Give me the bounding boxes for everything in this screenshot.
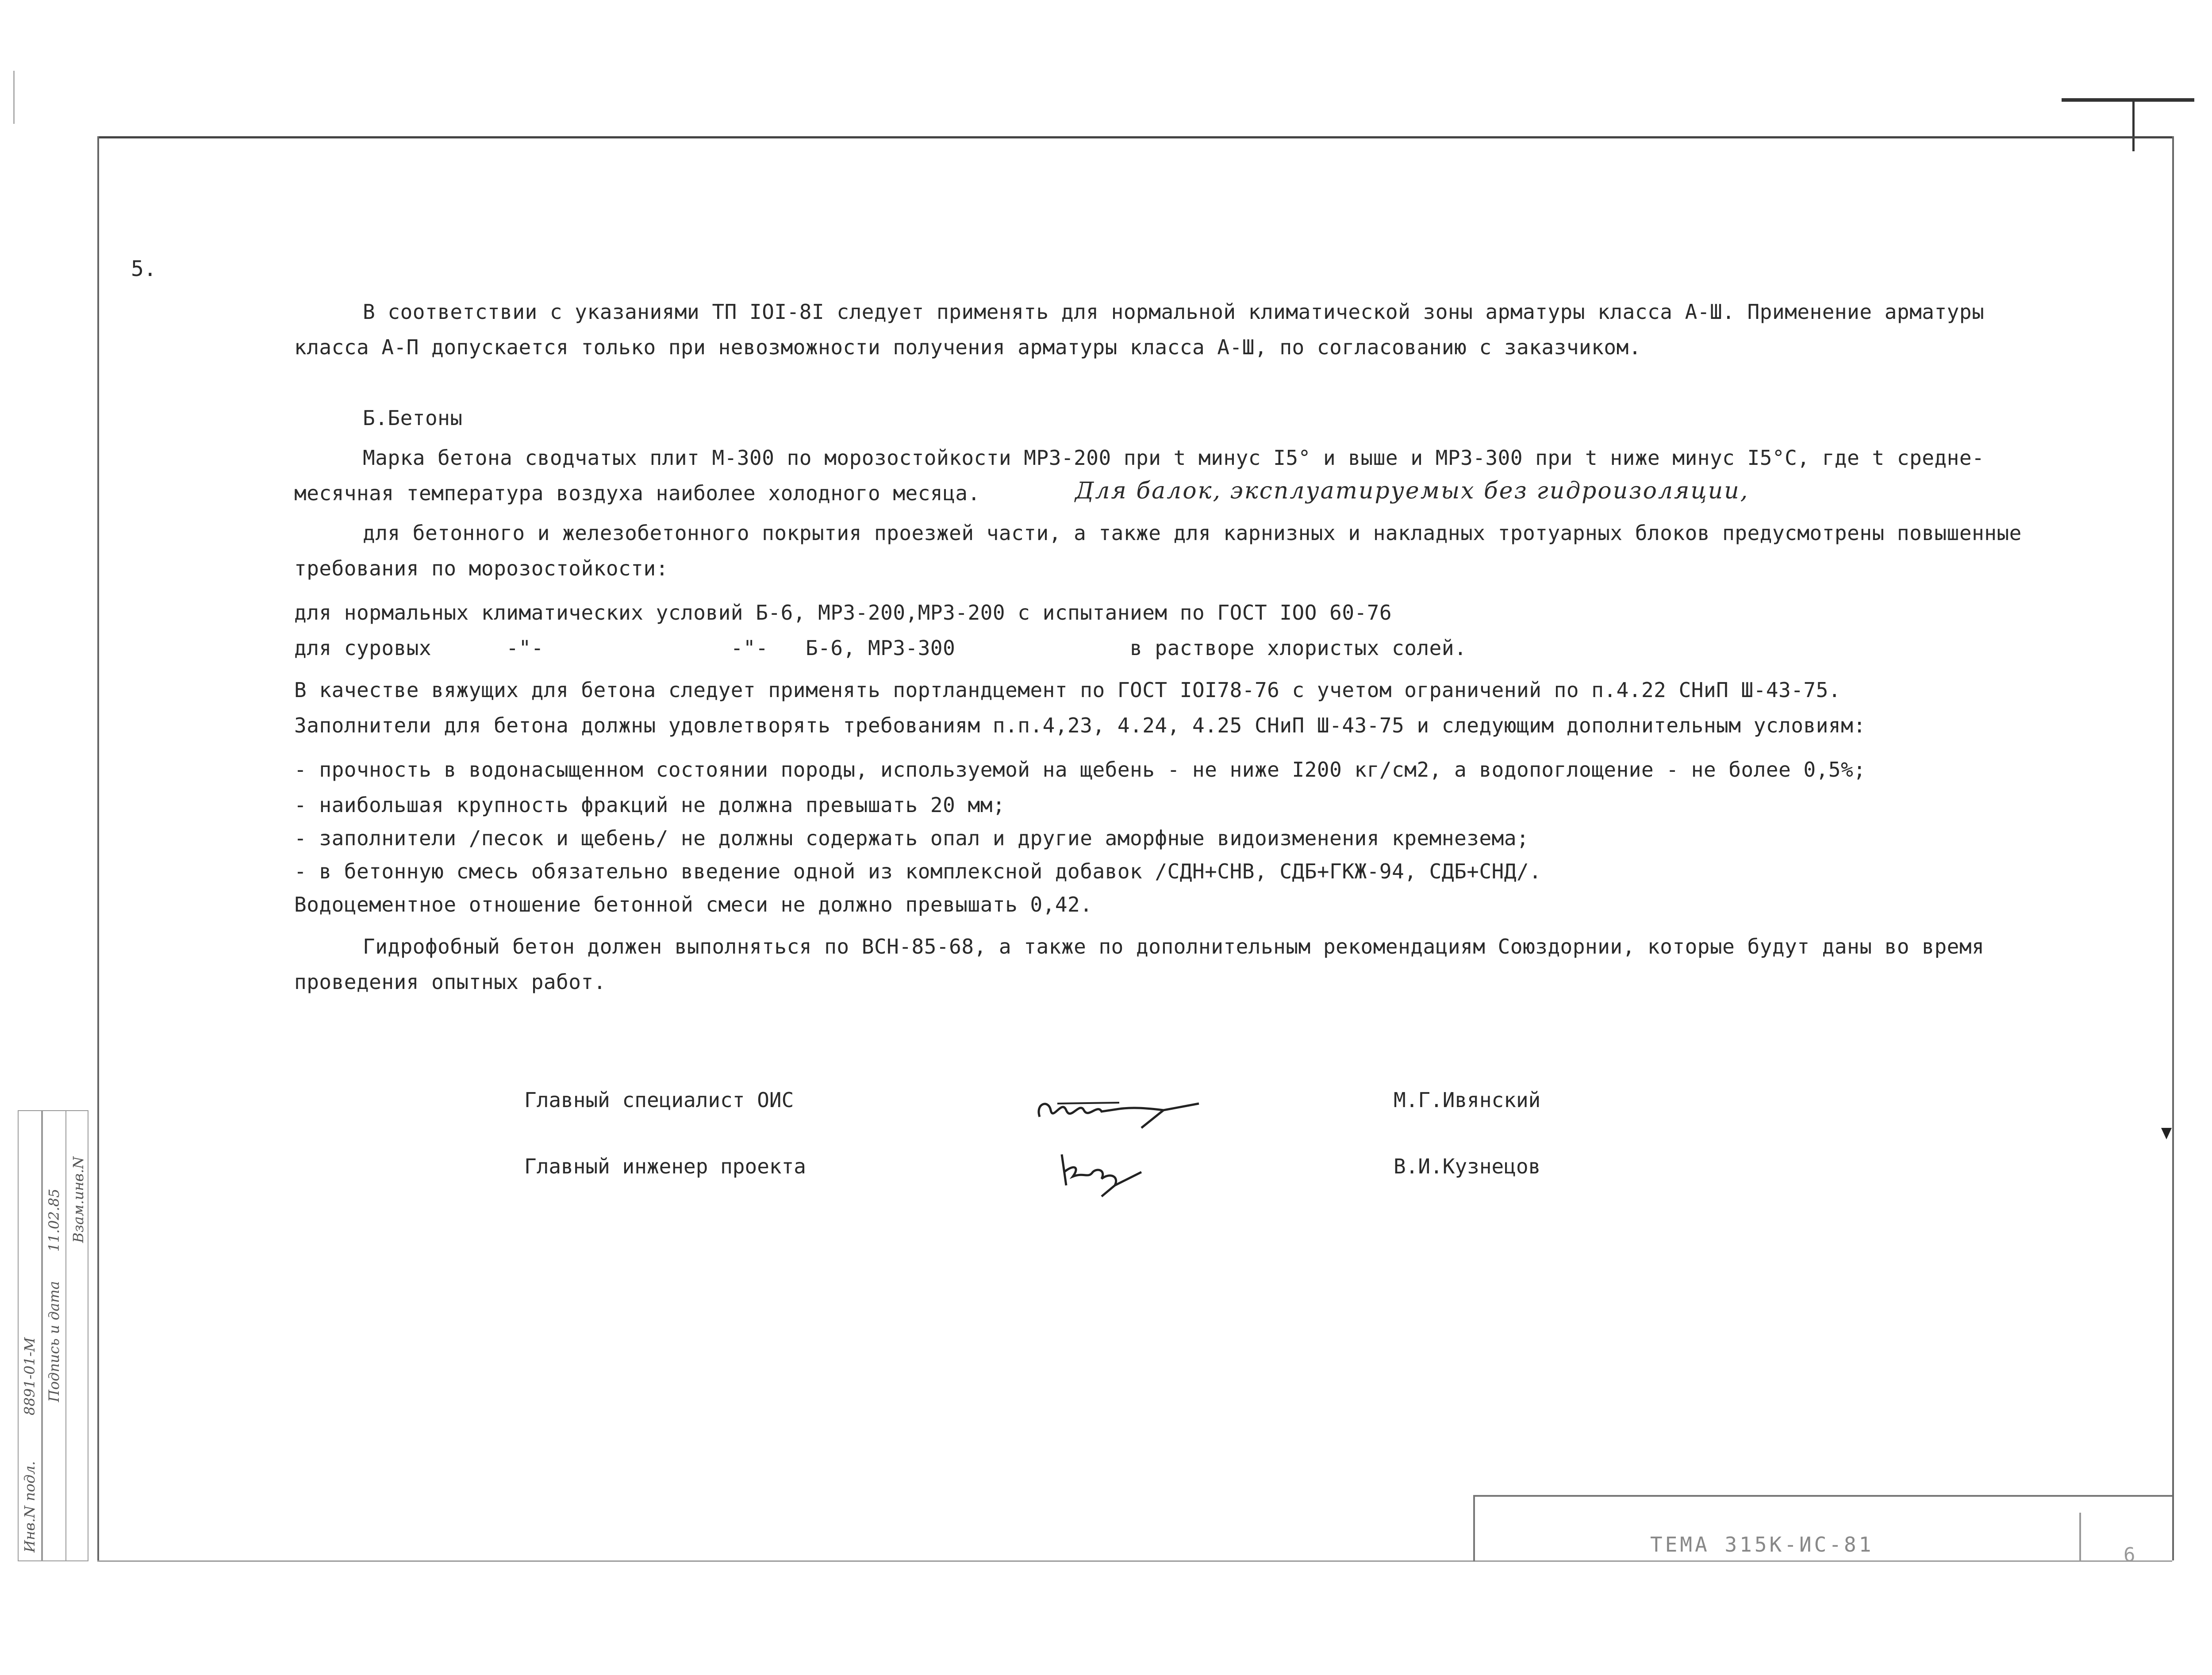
title-block-tema: ТЕМА 315К-ИС-81	[1650, 1533, 1874, 1556]
signature-kuznetsov	[1053, 1146, 1155, 1199]
margin-arrow-icon	[2161, 1128, 2172, 1139]
signatory-role-chief-specialist: Главный специалист ОИС	[524, 1088, 794, 1112]
handwritten-note: Для балок, эксплуатируемых без гидроизоляции,	[1075, 478, 1749, 504]
paragraph-hydrophobic-line1: Гидрофобный бетон должен выполняться по ВСН-85-68, а также по дополнительным рекомендациям Союздорнии, которые будут даны во время	[363, 935, 1985, 958]
requirements-normal-conditions: для нормальных климатических условий Б-6, МРЗ-200,МРЗ-200 с испытанием по ГОСТ IOO 60-76	[294, 601, 1392, 625]
paragraph-reinforcement-line1: В соответствии с указаниями ТП IOI-8I следует применять для нормальной климатической зоны арматуры класса А-Ш. Применение арматуры	[363, 300, 1985, 324]
paragraph-concrete-grade-line2: месячная температура воздуха наиболее холодного месяца.	[294, 481, 980, 505]
corner-mark	[2062, 98, 2194, 102]
stamp-date: 11.02.85	[46, 1188, 62, 1252]
frame-right-border	[2172, 136, 2174, 1560]
stamp-sign-date-label: Подпись и дата	[46, 1281, 62, 1402]
paragraph-reinforcement-line2: класса А-П допускается только при невозможности получения арматуры класса А-Ш, по согласованию с заказчиком.	[294, 335, 1641, 359]
signature-ivyansky	[1031, 1086, 1208, 1135]
condition-item: - в бетонную смесь обязательно введение одной из комплексной добавок /СДН+СНВ, СДБ+ГКЖ-94, СДБ+СНД/.	[294, 859, 1542, 883]
paragraph-concrete-grade-line1: Марка бетона сводчатых плит М-300 по морозостойкости МРЗ-200 при t минус I5° и выше и МРЗ-300 при t ниже минус I5°С, где t средне-	[363, 446, 1985, 470]
stamp-inv-number: 8891-01-М	[21, 1337, 38, 1415]
sheet-number: 6	[2124, 1544, 2135, 1566]
signatory-name-chief-specialist: М.Г.Ивянский	[1394, 1088, 1541, 1112]
margin-mark	[13, 71, 15, 124]
condition-item: - наибольшая крупность фракций не должна превышать 20 мм;	[294, 793, 1006, 817]
stamp-inv-label: Инв.N подл.	[21, 1461, 38, 1552]
stamp-replace-inv-label: Взам.инв.N	[70, 1156, 87, 1243]
paragraph-binders-line2: Заполнители для бетона должны удовлетворять требованиям п.п.4,23, 4.24, 4.25 СНиП Ш-43-75 и следующим дополнительным условиям:	[294, 713, 1866, 737]
frame-left-border	[97, 136, 99, 1560]
paragraph-frost-requirements-line1: для бетонного и железобетонного покрытия проезжей части, а также для карнизных и накладных тротуарных блоков предусмотрены повышенные	[363, 521, 2022, 545]
condition-item: - прочность в водонасыщенном состоянии породы, используемой на щебень - не ниже I200 кг/см2, а водопоглощение - не более 0,5%;	[294, 758, 1866, 782]
page-number: 5.	[131, 257, 157, 281]
paragraph-frost-requirements-line2: требования по морозостойкости:	[294, 556, 668, 580]
requirements-severe-conditions: для суровых -"- -"- Б-6, МРЗ-300 в растворе хлористых солей.	[294, 636, 1467, 660]
title-block-divider	[2079, 1513, 2081, 1560]
paragraph-hydrophobic-line2: проведения опытных работ.	[294, 970, 606, 994]
approval-stamp-column	[18, 1110, 88, 1561]
condition-item: - заполнители /песок и щебень/ не должны содержать опал и другие аморфные видоизменения кремнезема;	[294, 826, 1529, 850]
paragraph-binders-line1: В качестве вяжущих для бетона следует применять портландцемент по ГОСТ IOI78-76 с учетом ограничений по п.4.22 СНиП Ш-43-75.	[294, 678, 1841, 702]
corner-tick	[2132, 98, 2135, 151]
frame-top-border	[97, 136, 2172, 138]
water-cement-ratio-line: Водоцементное отношение бетонной смеси не должно превышать 0,42.	[294, 893, 1093, 916]
signatory-name-chief-engineer: В.И.Кузнецов	[1394, 1154, 1541, 1178]
signatory-role-chief-engineer: Главный инженер проекта	[524, 1154, 806, 1178]
section-heading: Б.Бетоны	[363, 406, 463, 430]
